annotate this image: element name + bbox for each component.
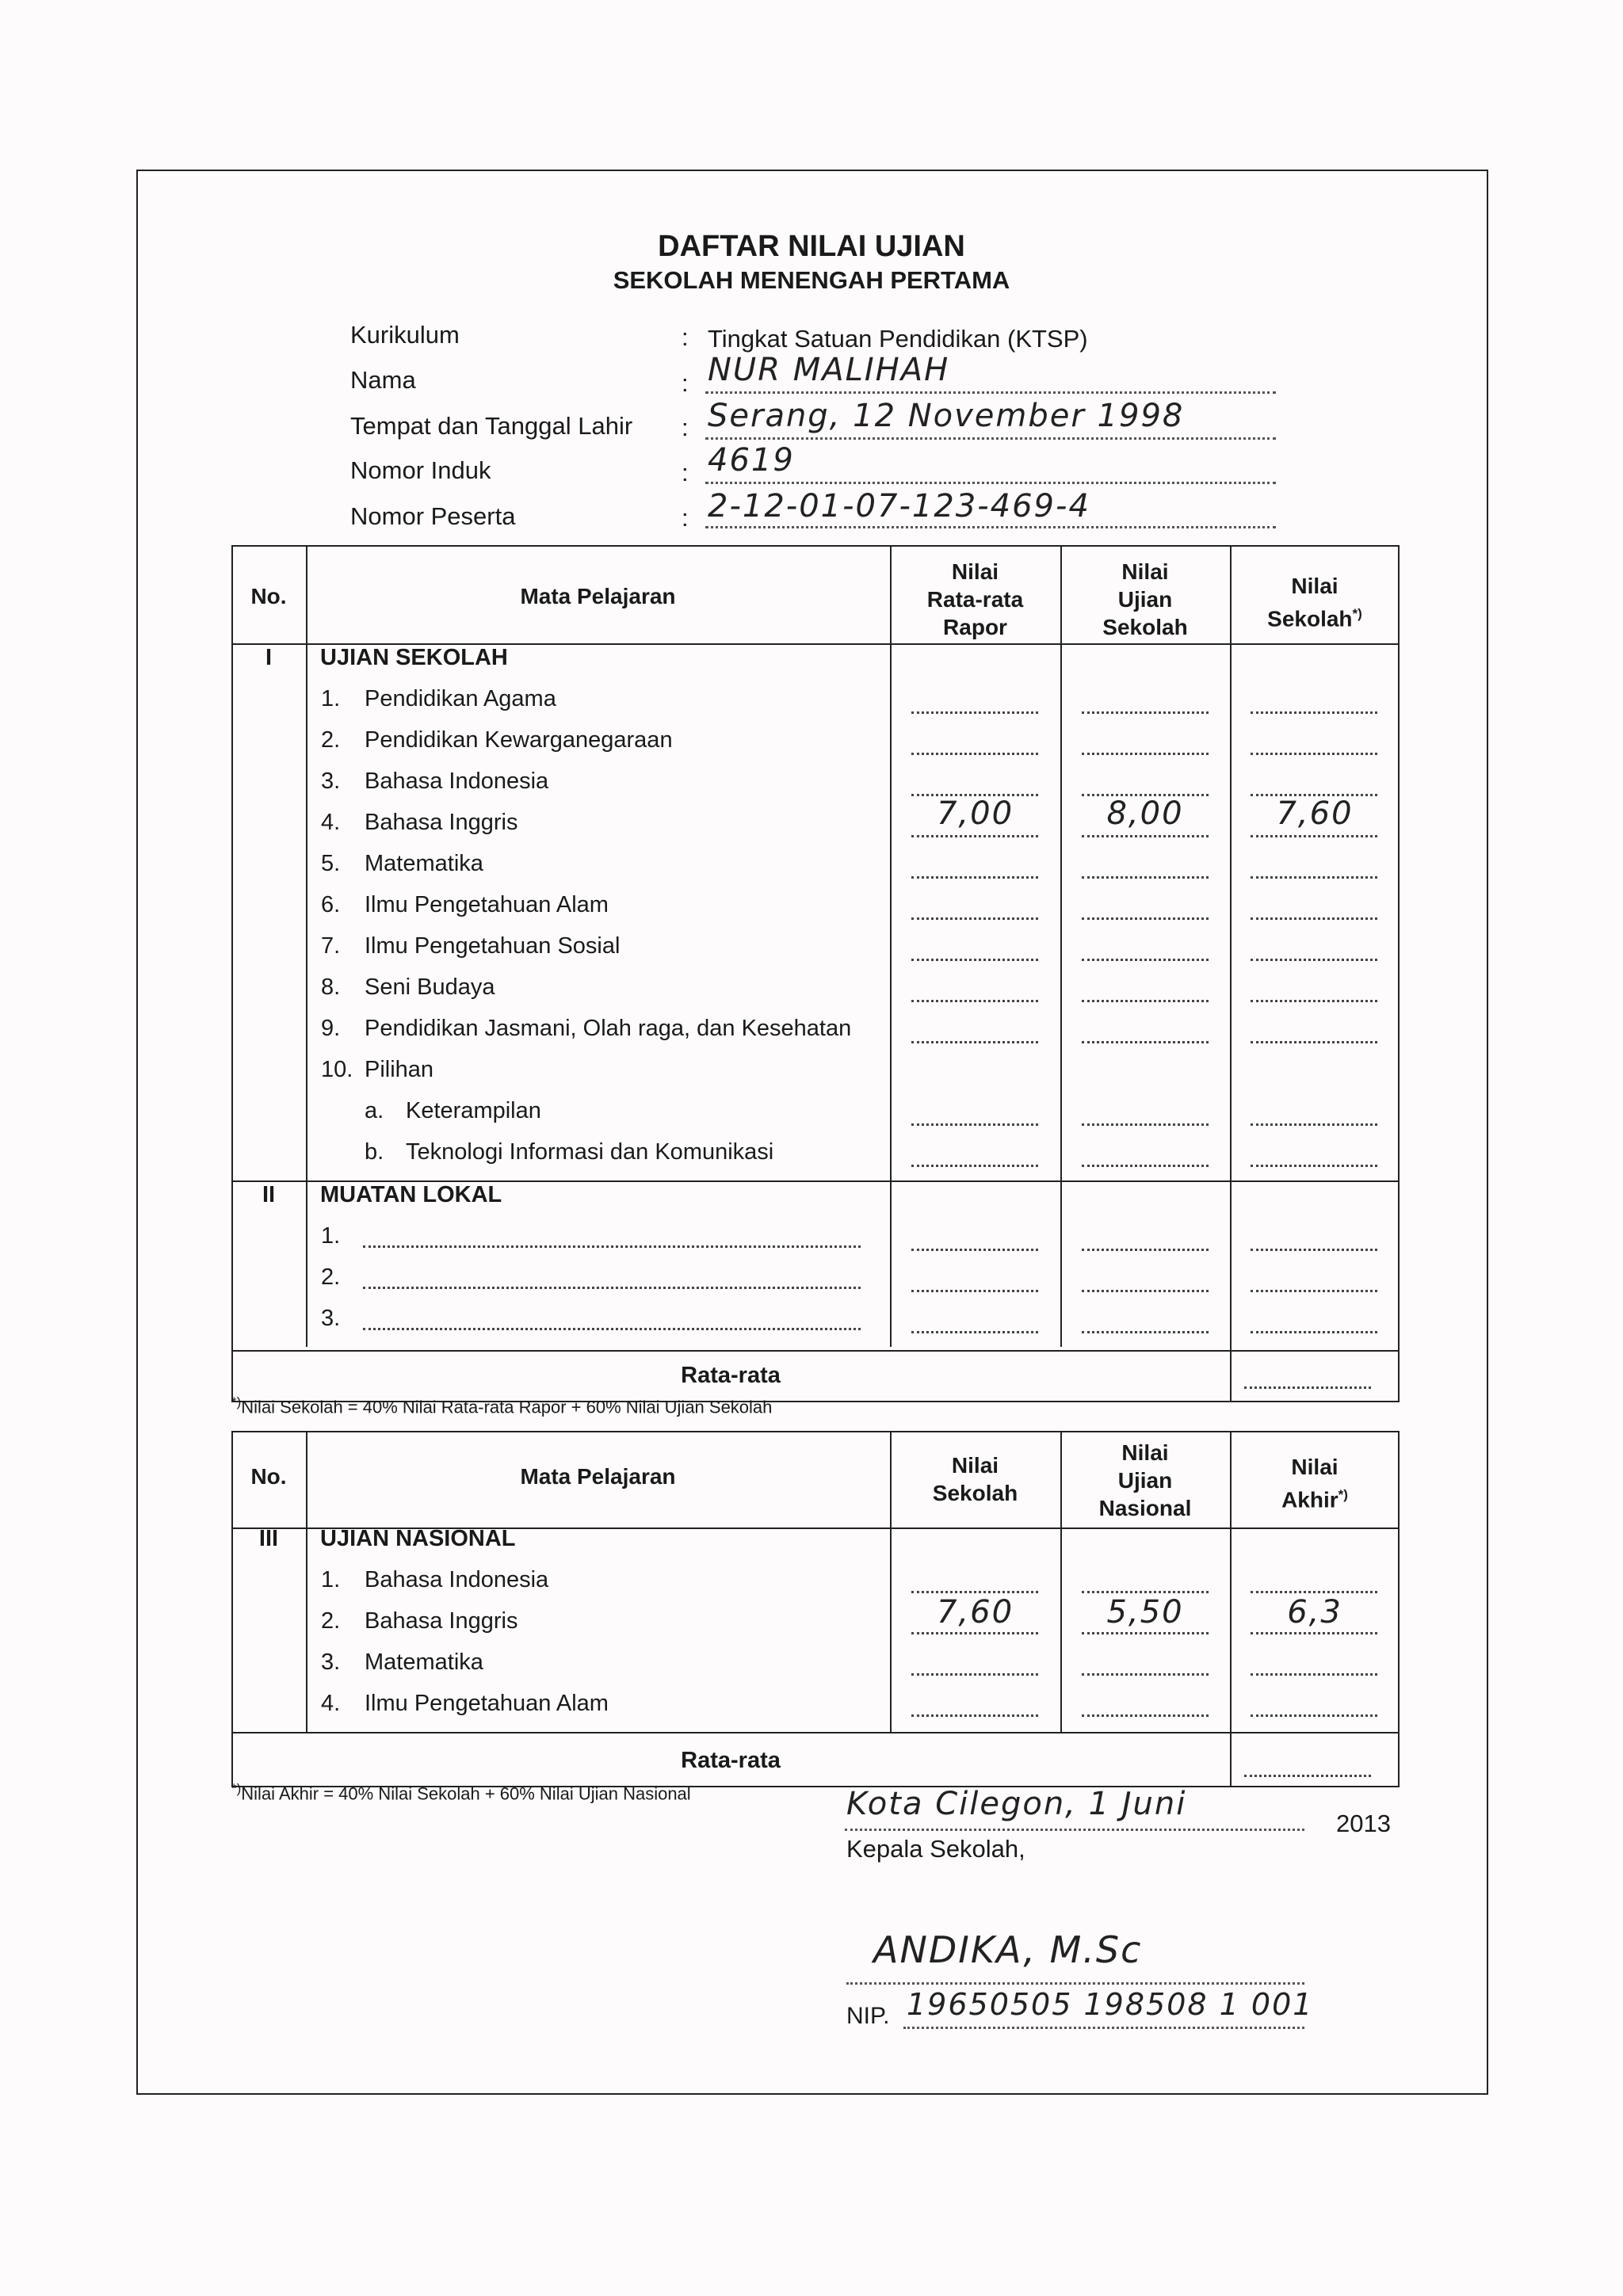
un-subject-name: Ilmu Pengetahuan Alam [365,1691,609,1716]
score-nilai-sekolah-bahasa-inggris: 7,60 [1276,795,1354,832]
t1-dots [1251,1290,1377,1292]
t1-dots [911,917,1038,920]
subject-no: 1. [321,686,341,711]
t1-header-mapel: Mata Pelajaran [520,584,676,608]
un-subject-name: Bahasa Inggris [365,1608,518,1634]
t2-dots [1251,1632,1377,1634]
nip-value: 19650505 198508 1 001 [907,1987,1314,2022]
induk-dotline [705,482,1276,484]
t1-dots [1082,1249,1209,1251]
t1-header-sekolah: Nilai Sekolah*) [1267,574,1362,631]
t1-dots [1251,1000,1377,1002]
t1-average-dots [1244,1386,1371,1389]
score-ujian-sekolah-bahasa-inggris: 8,00 [1106,795,1184,832]
t1-dots [911,711,1038,714]
subject-name: Pilihan [365,1057,434,1082]
t1-dots [911,959,1038,961]
t2-dots [1082,1714,1209,1717]
t2-header-akhir: Nilai Akhir*) [1281,1455,1348,1512]
induk-label: Nomor Induk [350,456,491,484]
un-subject-name: Bahasa Indonesia [365,1567,549,1592]
t1-header-ujian: Nilai Ujian Sekolah [1102,559,1188,639]
t1-dots [1251,1331,1377,1333]
subject-no: 2. [321,727,341,753]
section-no-3: III [258,1526,279,1551]
t2-dots [1082,1632,1209,1634]
peserta-colon: : [682,504,689,532]
t2-dots [1251,1591,1377,1593]
ttl-colon: : [682,414,689,441]
subject-no: a. [365,1098,384,1123]
muatan-lokal-item: 3. [321,1306,341,1331]
kurikulum-colon: : [682,323,689,351]
subject-name: Ilmu Pengetahuan Alam [365,892,609,917]
subject-no: 3. [321,769,341,794]
section-title-ujian-nasional: UJIAN NASIONAL [320,1526,516,1551]
t1-dots [1251,876,1377,879]
t1-dots [1251,917,1377,920]
t2-dots [911,1673,1038,1676]
t1-dots [1082,1041,1209,1043]
t1-dots [1082,1165,1209,1167]
t2-header-no: No. [250,1464,287,1489]
t1-dots [1251,1165,1377,1167]
section-no-1: I [265,645,273,670]
score-nilai-sekolah-un-bahasa-inggris: 7,60 [936,1594,1014,1630]
t1-col-divider [306,545,307,1347]
t2-dots [911,1591,1038,1593]
ttl-value: Serang, 12 November 1998 [708,398,1185,434]
peserta-value: 2-12-01-07-123-469-4 [708,488,1090,524]
peserta-label: Nomor Peserta [350,502,516,530]
subject-name: Bahasa Indonesia [365,769,549,794]
nip-dotline [903,2027,1304,2029]
t2-dots [1251,1714,1377,1717]
t1-dots [911,1041,1038,1043]
t1-dots [1082,835,1209,837]
t1-dots [1082,711,1209,714]
t1-dots [1082,1290,1209,1292]
muatan-lokal-dots [363,1245,861,1248]
subject-no: 8. [321,974,341,1000]
subject-name: Matematika [365,851,483,876]
subject-no: 6. [321,892,341,917]
ttl-dotline [705,437,1276,440]
subject-name: Ilmu Pengetahuan Sosial [365,933,621,959]
place-date-dotline [845,1829,1304,1831]
t1-dots [1082,959,1209,961]
subject-no: 4. [321,810,341,835]
nama-label: Nama [350,366,416,394]
t1-dots [1251,1249,1377,1251]
t2-average-label: Rata-rata [681,1748,781,1773]
t1-dots [1251,1123,1377,1126]
subject-name: Pendidikan Jasmani, Olah raga, dan Kesehatan [365,1016,852,1041]
muatan-lokal-dots [363,1328,861,1330]
ttl-label: Tempat dan Tanggal Lahir [350,412,633,440]
kurikulum-label: Kurikulum [350,321,460,349]
section-title-ujian-sekolah: UJIAN SEKOLAH [320,645,508,670]
subject-name: Pendidikan Kewarganegaraan [365,727,673,753]
t1-dots [911,1123,1038,1126]
t1-dots [1082,917,1209,920]
t1-dots [1251,835,1377,837]
subject-name: Keterampilan [406,1098,541,1123]
t1-average-label: Rata-rata [681,1363,781,1388]
t1-dots [911,1331,1038,1333]
t1-col-divider [1060,545,1062,1347]
subject-name: Seni Budaya [365,974,495,1000]
place-date: Kota Cilegon, 1 Juni [846,1786,1187,1822]
signatory-role: Kepala Sekolah, [846,1835,1025,1863]
t1-dots [1082,1000,1209,1002]
muatan-lokal-item: 2. [321,1264,341,1290]
t1-dots [911,1000,1038,1002]
induk-colon: : [682,459,689,486]
t1-footnote: *)Nilai Sekolah = 40% Nilai Rata-rata Rapor + 60% Nilai Ujian Sekolah [231,1394,773,1417]
signatory-name-dotline [846,1982,1304,1985]
t2-header-sekolah: Nilai Sekolah [932,1453,1018,1505]
un-subject-no: 4. [321,1691,341,1716]
t1-header-rapor: Nilai Rata-rata Rapor [926,559,1024,639]
kurikulum-value: Tingkat Satuan Pendidikan (KTSP) [708,325,1088,353]
subject-name: Teknologi Informasi dan Komunikasi [406,1139,774,1165]
t1-dots [911,876,1038,879]
score-nilai-akhir-bahasa-inggris: 6,3 [1287,1594,1342,1630]
induk-value: 4619 [708,442,795,479]
t1-col-divider [1230,545,1232,1402]
t1-header-no: No. [250,584,287,608]
t2-average-top [231,1732,1400,1733]
subject-no: 7. [321,933,341,959]
document-subtitle: SEKOLAH MENENGAH PERTAMA [613,266,1010,294]
subject-name: Pendidikan Agama [365,686,556,711]
nama-dotline [705,391,1276,394]
muatan-lokal-item: 1. [321,1223,341,1249]
nama-value: NUR MALIHAH [708,352,950,388]
t1-dots [1082,876,1209,879]
t1-col-divider [890,545,892,1347]
t1-dots [911,753,1038,755]
t1-dots [1082,1331,1209,1333]
t1-dots [1082,753,1209,755]
un-subject-no: 3. [321,1650,341,1675]
t1-dots [1251,959,1377,961]
nama-colon: : [682,369,689,397]
subject-no: 9. [321,1016,341,1041]
muatan-lokal-dots [363,1287,861,1289]
subject-name: Bahasa Inggris [365,810,518,835]
subject-no: b. [365,1139,384,1165]
t2-footnote: *)Nilai Akhir = 40% Nilai Sekolah + 60% Nilai Ujian Nasional [231,1781,691,1804]
score-rapor-bahasa-inggris: 7,00 [936,795,1014,832]
t2-dots [911,1632,1038,1634]
document-title: DAFTAR NILAI UJIAN [658,230,965,263]
t2-header-mapel: Mata Pelajaran [520,1464,676,1489]
peserta-dotline [705,526,1276,528]
year: 2013 [1336,1810,1391,1837]
t2-dots [1251,1673,1377,1676]
t1-dots [911,1165,1038,1167]
t1-dots [911,1249,1038,1251]
un-subject-no: 2. [321,1608,341,1634]
t1-dots [911,835,1038,837]
subject-no: 5. [321,851,341,876]
un-subject-no: 1. [321,1567,341,1592]
t2-dots [1082,1591,1209,1593]
t2-header-nasional: Nilai Ujian Nasional [1098,1440,1192,1520]
t2-dots [1082,1673,1209,1676]
subject-no: 10. [321,1057,353,1082]
t1-dots [1251,711,1377,714]
section-title-muatan-lokal: MUATAN LOKAL [320,1182,502,1207]
signatory-name: ANDIKA, M.Sc [873,1928,1143,1971]
un-subject-name: Matematika [365,1650,483,1675]
t1-dots [1251,1041,1377,1043]
nip-label: NIP. [846,2003,890,2029]
t2-average-dots [1244,1775,1371,1777]
t2-dots [911,1714,1038,1717]
section-no-2: II [262,1182,276,1207]
score-ujian-nasional-bahasa-inggris: 5,50 [1106,1594,1184,1630]
t1-dots [1251,753,1377,755]
t1-dots [911,1290,1038,1292]
t1-dots [1082,1123,1209,1126]
